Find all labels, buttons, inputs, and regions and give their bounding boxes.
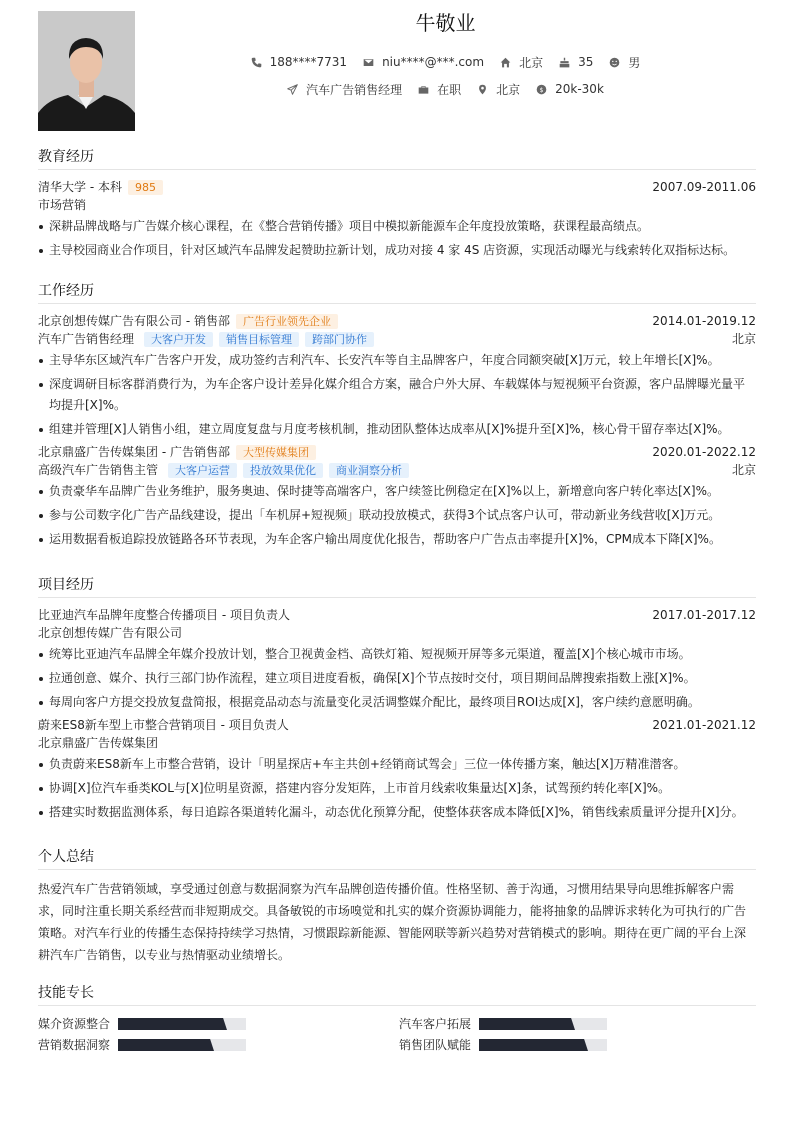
job-role-row <box>38 461 756 479</box>
skill-level-fill <box>479 1039 594 1051</box>
profile-photo <box>38 11 135 131</box>
job-role: 高级汽车广告销售主管 <box>38 463 159 477</box>
company-name: 北京鼎盛广告传媒集团 - 广告销售部 <box>38 445 230 459</box>
job-location: 北京 <box>731 332 756 346</box>
project-org: 北京创想传媒广告有限公司 <box>38 626 183 640</box>
project-name: 蔚来ES8新车型上市整合营销项目 - 项目负责人 <box>38 718 289 732</box>
money-icon <box>536 84 547 95</box>
skill-item <box>399 1035 756 1054</box>
list-item: 运用数据看板追踪投放链路各环节表现，为车企客户输出周度优化报告，帮助客户广告点击率提升[X]%，CPM成本下降[X]%。 <box>38 529 756 550</box>
email-text: niu****@***.com <box>382 55 485 69</box>
summary-section <box>38 848 756 966</box>
location-pin-icon <box>477 84 488 95</box>
job-header-row <box>38 312 756 330</box>
age-item <box>559 53 593 71</box>
age-text: 35 <box>578 55 594 69</box>
skill-name: 汽车客户拓展 <box>399 1017 472 1031</box>
school-tag: 985 <box>128 180 163 195</box>
job-entry <box>38 443 756 550</box>
project-bullets <box>38 754 756 823</box>
list-item: 统筹比亚迪汽车品牌全年媒介投放计划，整合卫视黄金档、高铁灯箱、短视频开屏等多元渠道，覆盖[X]个核心城市市场。 <box>38 644 756 665</box>
phone-text: 188****7731 <box>269 55 348 69</box>
major-name: 市场营销 <box>38 198 87 212</box>
project-header-row <box>38 716 756 734</box>
face-icon <box>609 57 620 68</box>
work-title: 工作经历 <box>38 282 756 304</box>
project-name: 比亚迪汽车品牌年度整合传播项目 - 项目负责人 <box>38 608 290 622</box>
skill-name: 媒介资源整合 <box>38 1017 111 1031</box>
job-entry <box>38 312 756 440</box>
job-role-row <box>38 330 756 348</box>
education-bullets <box>38 216 756 261</box>
list-item: 组建并管理[X]人销售小组，建立周度复盘与月度考核机制，推动团队整体达成率从[X]%提升至[X]%，核心骨干留存率达[X]%。 <box>38 419 756 440</box>
briefcase-icon <box>418 84 429 95</box>
project-org-row <box>38 624 756 642</box>
email-item <box>363 53 484 71</box>
skill-level-fill <box>118 1018 233 1030</box>
city-text: 北京 <box>519 55 544 70</box>
project-entry <box>38 606 756 713</box>
status-item <box>418 80 461 98</box>
target-role-text: 汽车广告销售经理 <box>306 82 403 97</box>
send-icon <box>287 84 298 95</box>
skills-title: 技能专长 <box>38 984 756 1006</box>
education-title: 教育经历 <box>38 148 756 170</box>
resume-page <box>38 10 756 1052</box>
skill-level-bar <box>118 1018 246 1030</box>
education-section <box>38 148 756 264</box>
company-tag: 广告行业领先企业 <box>236 314 338 329</box>
target-city-text: 北京 <box>496 82 521 97</box>
skill-item <box>38 1035 399 1054</box>
list-item: 拉通创意、媒介、执行三部门协作流程，建立项目进度看板，确保[X]个节点按时交付，项目期间品牌搜索指数上涨[X]%。 <box>38 668 756 689</box>
job-location: 北京 <box>731 463 756 477</box>
candidate-name: 牛敬业 <box>415 11 476 35</box>
resume-header <box>38 10 756 132</box>
skill-level-bar <box>118 1039 246 1051</box>
skill-tag: 跨部门协作 <box>305 332 374 347</box>
project-title: 项目经历 <box>38 576 756 598</box>
gender-item <box>609 53 640 71</box>
project-org-row <box>38 734 756 752</box>
mail-icon <box>363 57 374 68</box>
major-row <box>38 196 756 214</box>
job-bullets <box>38 481 756 550</box>
company-name: 北京创想传媒广告有限公司 - 销售部 <box>38 314 230 328</box>
skill-level-bar <box>479 1039 607 1051</box>
skills-grid <box>38 1014 756 1054</box>
list-item: 参与公司数字化广告产品线建设，提出「车机屏+短视频」联动投放模式，获得3个试点客户认可，带动新业务线营收[X]万元。 <box>38 505 756 526</box>
city-item <box>500 53 543 71</box>
company-tag: 大型传媒集团 <box>236 445 316 460</box>
list-item: 主导华东区域汽车广告客户开发，成功签约吉利汽车、长安汽车等自主品牌客户，年度合同额突破[X]万元，较上年增长[X]%。 <box>38 350 756 371</box>
skill-level-fill <box>118 1039 220 1051</box>
project-entry <box>38 716 756 823</box>
target-role-item <box>287 80 402 98</box>
list-item: 每周向客户方提交投放复盘简报，根据竞品动态与流量变化灵活调整媒介配比，最终项目ROI达成[X]，客户续约意愿明确。 <box>38 692 756 713</box>
phone-icon <box>251 57 262 68</box>
job-period: 2014.01-2019.12 <box>652 314 756 328</box>
education-header-row <box>38 178 756 196</box>
skill-level-fill <box>479 1018 581 1030</box>
list-item: 协调[X]位汽车垂类KOL与[X]位明星资源，搭建内容分发矩阵，上市首月线索收集量达[X]条，试驾预约转化率[X]%。 <box>38 778 756 799</box>
skill-tag: 商业洞察分析 <box>329 463 409 478</box>
work-section <box>38 282 756 553</box>
skill-name: 销售团队赋能 <box>399 1038 472 1052</box>
skill-tag: 投放效果优化 <box>243 463 323 478</box>
skill-item <box>38 1014 399 1033</box>
status-text: 在职 <box>437 82 462 97</box>
list-item: 负责豪华车品牌广告业务维护，服务奥迪、保时捷等高端客户，客户续签比例稳定在[X]%以上，新增意向客户转化率达[X]%。 <box>38 481 756 502</box>
summary-text: 热爱汽车广告营销领域，享受通过创意与数据洞察为汽车品牌创造传播价值。性格坚韧、善于沟通，习惯用结果导向思维拆解客户需求，同时注重长期关系经营而非短期成交。具备敏锐的市场嗅觉和扎实的媒介资源协调能力，能将抽象的品牌诉求转化为可执行的广告策略。对汽车行业的传播生态保持持续学习热情，习惯跟踪新能源、智能网联等新兴趋势对营销模式的影响。期待在更广阔的平台上深耕汽车广告销售，以专业与热情驱动业绩增长。 <box>38 882 747 962</box>
skill-tag: 大客户运营 <box>168 463 237 478</box>
list-item: 搭建实时数据监测体系，每日追踪各渠道转化漏斗，动态优化预算分配，使整体获客成本降低[X]%，销售线索质量评分提升[X]分。 <box>38 802 756 823</box>
job-header-row <box>38 443 756 461</box>
job-period: 2020.01-2022.12 <box>652 445 756 459</box>
salary-item <box>536 80 604 98</box>
summary-title: 个人总结 <box>38 848 756 870</box>
list-item: 深度调研目标客群消费行为，为车企客户设计差异化媒介组合方案，融合户外大屏、车载媒体与短视频平台资源，客户品牌曝光量平均提升[X]%。 <box>38 374 756 416</box>
contact-row <box>135 53 756 71</box>
project-period: 2017.01-2017.12 <box>652 608 756 622</box>
skill-tag: 大客户开发 <box>144 332 213 347</box>
job-role: 汽车广告销售经理 <box>38 332 135 346</box>
list-item: 主导校园商业合作项目，针对区域汽车品牌发起赞助拉新计划，成功对接 4 家 4S 店资源，实现活动曝光与线索转化双指标达标。 <box>38 240 756 261</box>
skill-level-bar <box>479 1018 607 1030</box>
target-city-item <box>477 80 520 98</box>
svg-text:$: $ <box>539 86 544 94</box>
skill-name: 营销数据洞察 <box>38 1038 111 1052</box>
job-intent-row <box>135 80 756 98</box>
skills-section <box>38 984 756 1054</box>
project-section <box>38 576 756 826</box>
education-period: 2007.09-2011.06 <box>652 180 756 194</box>
project-header-row <box>38 606 756 624</box>
cake-icon <box>559 57 570 68</box>
skill-tag: 销售目标管理 <box>219 332 299 347</box>
salary-text: 20k-30k <box>555 82 604 96</box>
school-name: 清华大学 - 本科 <box>38 180 122 194</box>
home-icon <box>500 57 511 68</box>
project-period: 2021.01-2021.12 <box>652 718 756 732</box>
job-bullets <box>38 350 756 440</box>
project-bullets <box>38 644 756 713</box>
phone-item <box>251 53 347 71</box>
gender-text: 男 <box>628 55 641 70</box>
skill-item <box>399 1014 756 1033</box>
list-item: 深耕品牌战略与广告媒介核心课程，在《整合营销传播》项目中模拟新能源车企年度投放策略，获课程最高绩点。 <box>38 216 756 237</box>
list-item: 负责蔚来ES8新车上市整合营销，设计「明星探店+车主共创+经销商试驾会」三位一体传播方案，触达[X]万精准潜客。 <box>38 754 756 775</box>
project-org: 北京鼎盛广告传媒集团 <box>38 736 159 750</box>
